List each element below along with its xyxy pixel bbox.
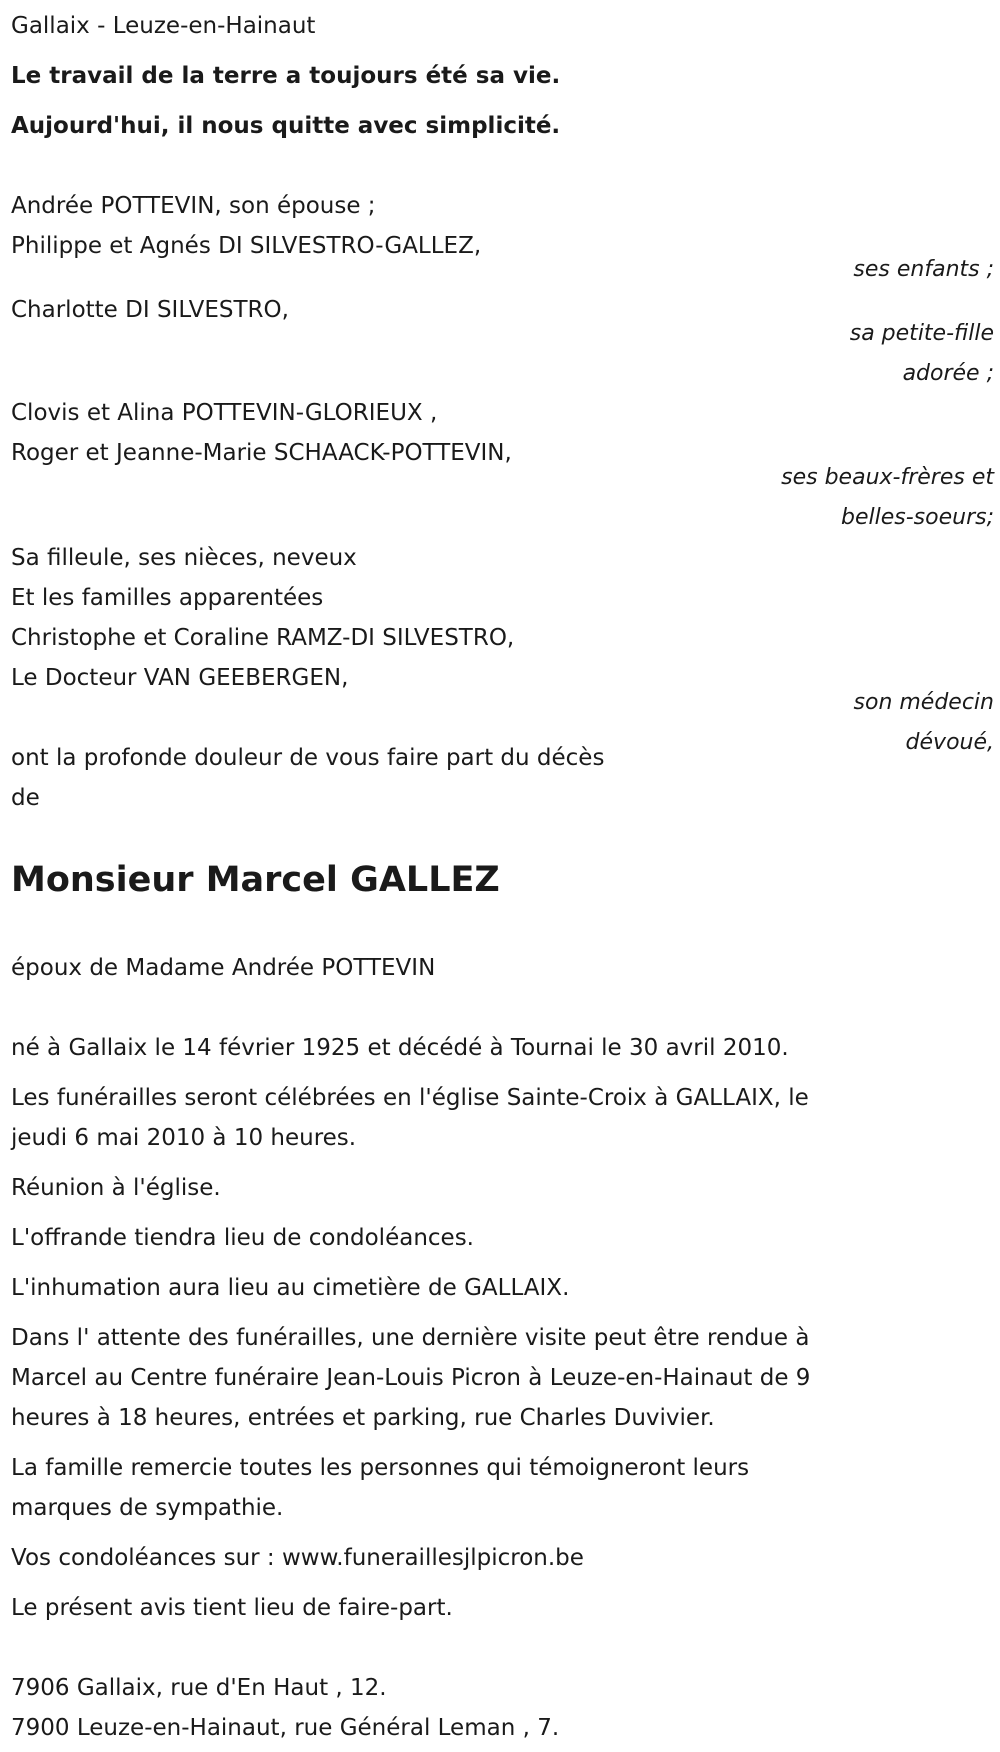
deceased-name: Monsieur Marcel GALLEZ (11, 860, 500, 900)
granddaughter-name: Charlotte DI SILVESTRO, (11, 297, 289, 323)
granddaughter-role-line-1: sa petite-fille (849, 321, 994, 346)
quote-line-2: Aujourd'hui, il nous quitte avec simplicité. (11, 113, 561, 139)
location-header: Gallaix - Leuze-en-Hainaut (11, 13, 316, 39)
offering-line: L'offrande tiendra lieu de condoléances. (11, 1225, 474, 1251)
meeting-line: Réunion à l'église. (11, 1175, 221, 1201)
relatives-line-2: Et les familles apparentées (11, 585, 324, 611)
inlaws-entry-2: Roger et Jeanne-Marie SCHAACK-POTTEVIN, (11, 440, 512, 466)
thanks-line-1: La famille remercie toutes les personnes qui témoigneront leurs (11, 1455, 750, 1481)
doctor-role-line-1: son médecin (853, 690, 994, 715)
burial-line: L'inhumation aura lieu au cimetière de GALLAIX. (11, 1275, 570, 1301)
inlaws-entry-1: Clovis et Alina POTTEVIN-GLORIEUX , (11, 400, 438, 426)
visit-line-2: Marcel au Centre funéraire Jean-Louis Picron à Leuze-en-Hainaut de 9 (11, 1365, 811, 1391)
announcement-line-2: de (11, 785, 40, 811)
funeral-line-2: jeudi 6 mai 2010 à 10 heures. (11, 1125, 357, 1151)
spouse-of-line: époux de Madame Andrée POTTEVIN (11, 955, 436, 981)
funeral-line-1: Les funérailles seront célébrées en l'église Sainte-Croix à GALLAIX, le (11, 1085, 809, 1111)
granddaughter-role-line-2: adorée ; (902, 361, 994, 386)
notice-line: Le présent avis tient lieu de faire-part. (11, 1595, 453, 1621)
born-died-line: né à Gallaix le 14 février 1925 et décédé à Tournai le 30 avril 2010. (11, 1035, 789, 1061)
quote-line-1: Le travail de la terre a toujours été sa vie. (11, 63, 561, 89)
visit-line-1: Dans l' attente des funérailles, une dernière visite peut être rendue à (11, 1325, 810, 1351)
announcement-line-1: ont la profonde douleur de vous faire part du décès (11, 745, 605, 771)
relatives-line-1: Sa filleule, ses nièces, neveux (11, 545, 357, 571)
doctor-entry: Le Docteur VAN GEEBERGEN, (11, 665, 349, 691)
thanks-line-2: marques de sympathie. (11, 1495, 284, 1521)
spouse-entry: Andrée POTTEVIN, son épouse ; (11, 193, 376, 219)
relatives-line-3: Christophe et Coraline RAMZ-DI SILVESTRO, (11, 625, 515, 651)
children-names: Philippe et Agnés DI SILVESTRO-GALLEZ, (11, 233, 482, 259)
doctor-role-line-2: dévoué, (905, 730, 994, 755)
condolences-line: Vos condoléances sur : www.funeraillesjlpicron.be (11, 1545, 584, 1571)
children-role: ses enfants ; (853, 257, 994, 282)
visit-line-3: heures à 18 heures, entrées et parking, rue Charles Duvivier. (11, 1405, 715, 1431)
inlaws-role-line-1: ses beaux-frères et (781, 465, 994, 490)
inlaws-role-line-2: belles-soeurs; (841, 505, 994, 530)
address-line-1: 7906 Gallaix, rue d'En Haut , 12. (11, 1675, 387, 1701)
address-line-2: 7900 Leuze-en-Hainaut, rue Général Leman , 7. (11, 1715, 560, 1741)
